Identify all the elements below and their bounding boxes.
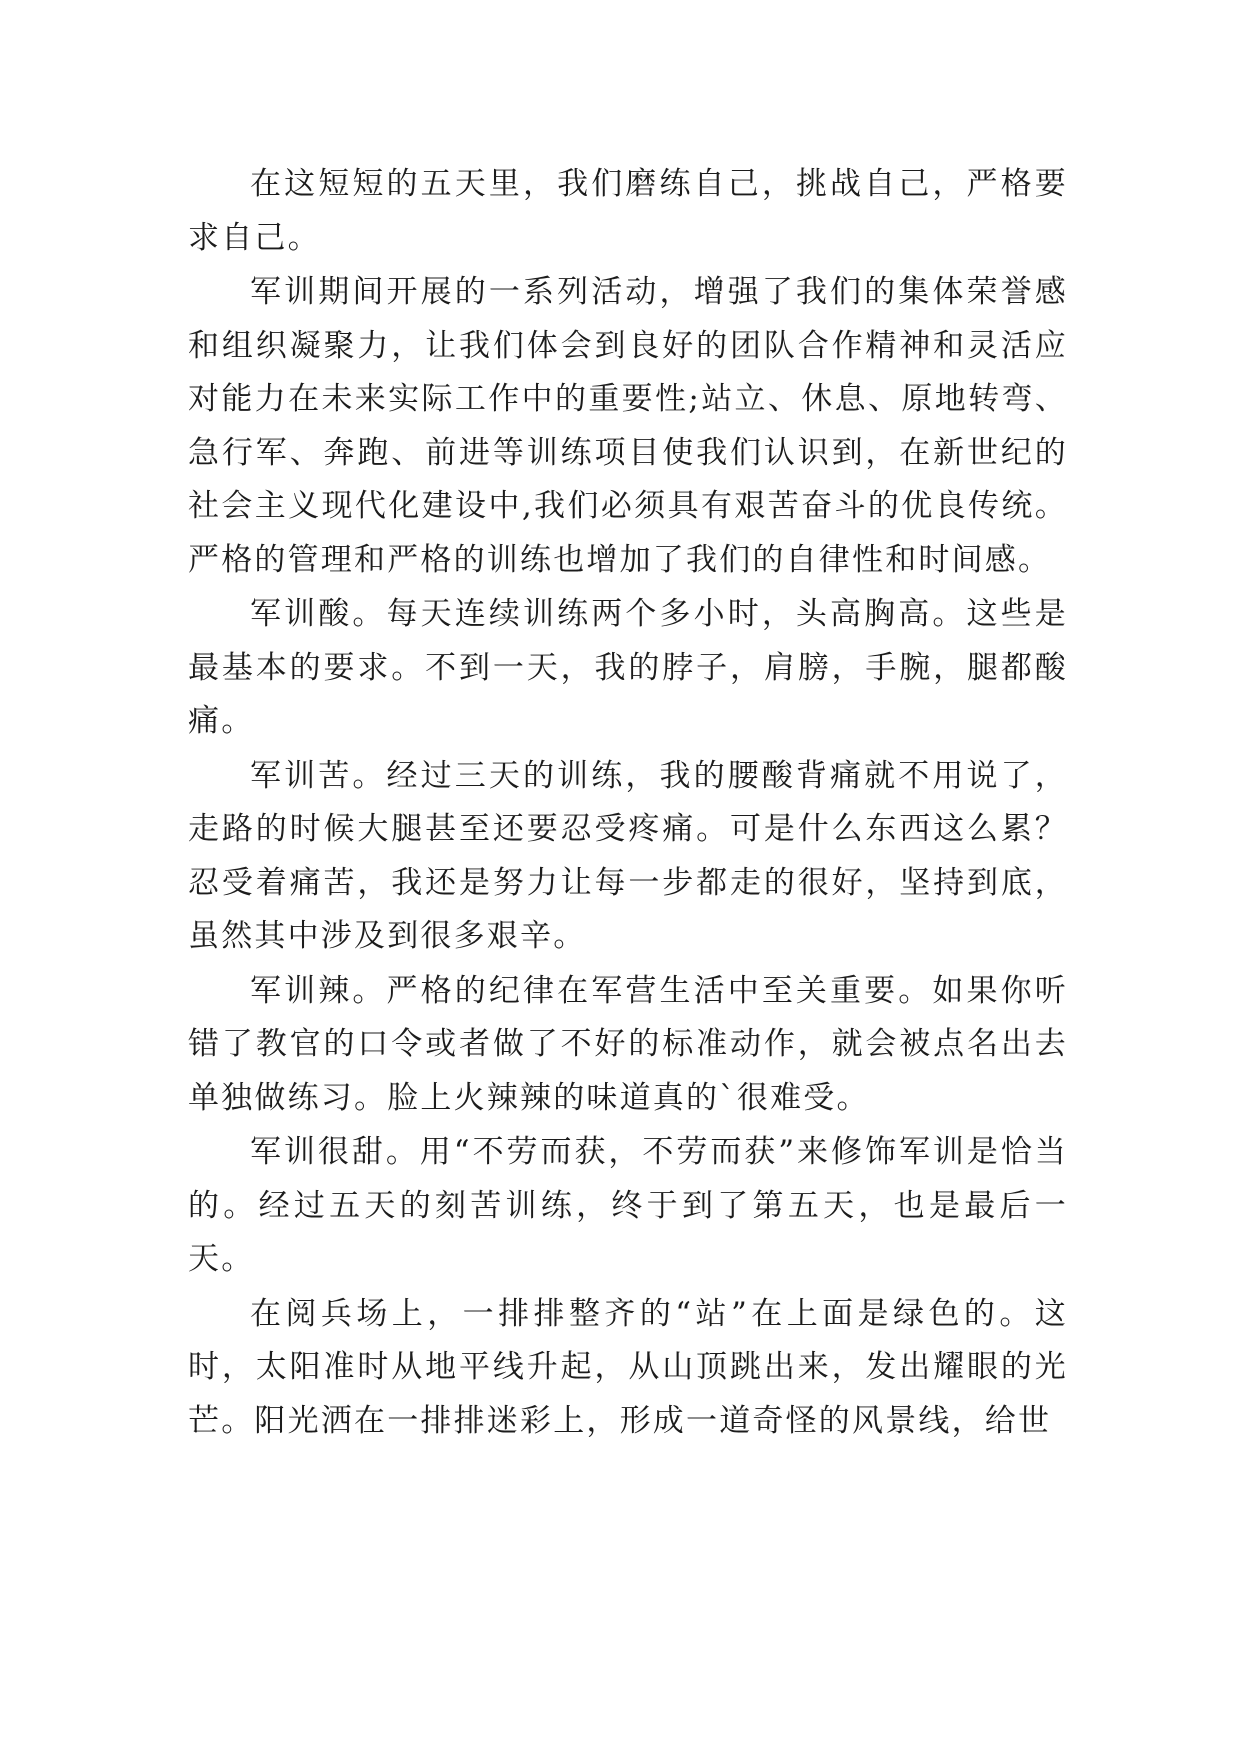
paragraph-training-sweet: 军训很甜。用“不劳而获，不劳而获”来修饰军训是恰当的。经过五天的刻苦训练，终于到了第五天，也是最后一天。 — [188, 1134, 1068, 1277]
paragraph-training-sour: 军训酸。每天连续训练两个多小时，头高胸高。这些是最基本的要求。不到一天，我的脖子，肩膀，手腕，腿都酸痛。 — [188, 596, 1068, 739]
paragraph-parade-ground: 在阅兵场上，一排排整齐的“站”在上面是绿色的。这时，太阳准时从地平线升起，从山顶跳出来，发出耀眼的光芒。阳光洒在一排排迷彩上，形成一道奇怪的风景线，给世 — [188, 1295, 1068, 1439]
paragraph-training-bitter: 军训苦。经过三天的训练，我的腰酸背痛就不用说了，走路的时候大腿甚至还要忍受疼痛。可是什么东西这么累？忍受着痛苦，我还是努力让每一步都走的很好，坚持到底，虽然其中涉及到很多艰辛。 — [188, 757, 1068, 954]
paragraph-training-activities: 军训期间开展的一系列活动，增强了我们的集体荣誉感和组织凝聚力，让我们体会到良好的团队合作精神和灵活应对能力在未来实际工作中的重要性;站立、休息、原地转弯、急行军、奔跑、前进等训练项目使我们认识到，在新世纪的社会主义现代化建设中,我们必须具有艰苦奋斗的优良传统。严格的管理和严格的训练也增加了我们的自律性和时间感。 — [188, 274, 1068, 578]
document-body — [188, 158, 1068, 1448]
paragraph-training-spicy: 军训辣。严格的纪律在军营生活中至关重要。如果你听错了教官的口令或者做了不好的标准动作，就会被点名出去单独做练习。脸上火辣辣的味道真的`很难受。 — [188, 972, 1068, 1116]
paragraph-self-challenge: 在这短短的五天里，我们磨练自己，挑战自己，严格要求自己。 — [188, 166, 1068, 256]
